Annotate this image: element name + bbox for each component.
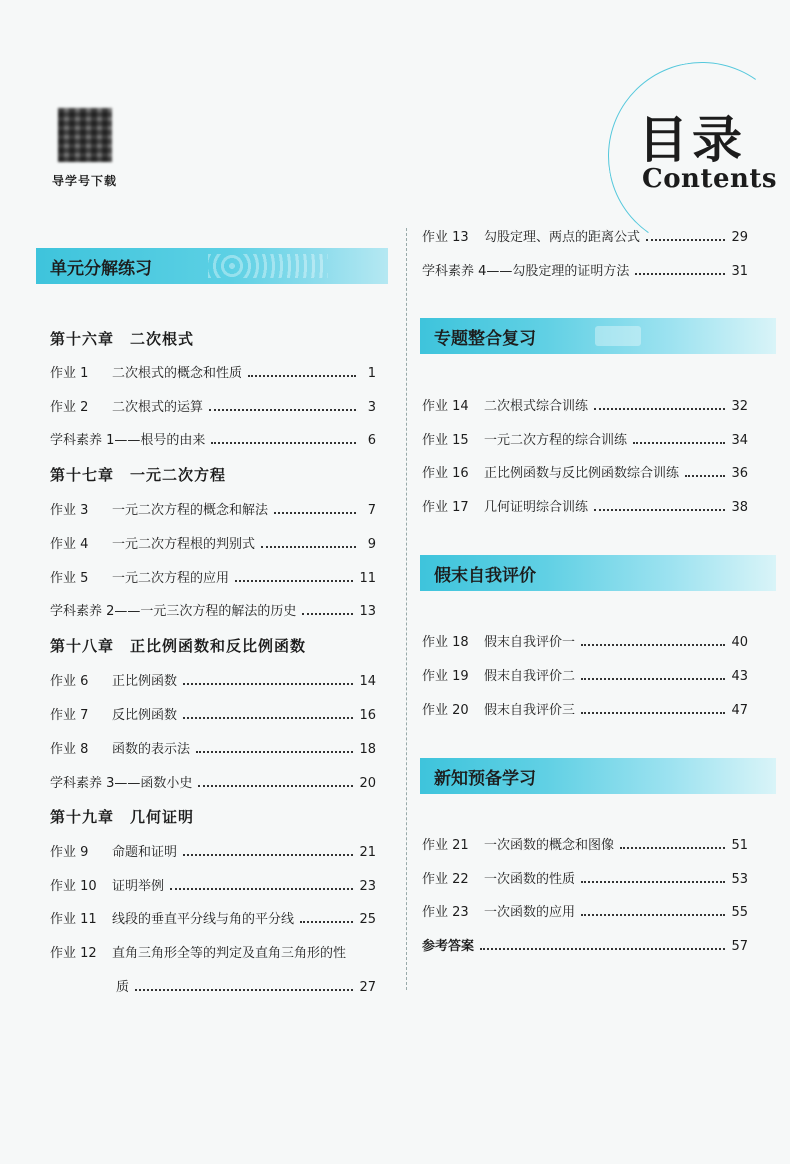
- entry-title: 正比例函数: [112, 674, 178, 689]
- entry-prefix: 作业 2: [50, 400, 89, 415]
- page-subtitle: Contents: [642, 164, 778, 194]
- entry-title: 一次函数的性质: [484, 872, 576, 887]
- entry-page: 3: [367, 400, 376, 415]
- leader-dots: [581, 643, 725, 646]
- leader-dots: [581, 677, 725, 680]
- chapter-heading: 第十七章 一元二次方程: [50, 466, 227, 484]
- entry-title: 线段的垂直平分线与角的平分线: [112, 912, 295, 927]
- entry-prefix: 作业 13: [422, 230, 469, 245]
- leader-dots: [170, 887, 353, 890]
- entry-title: 二次根式综合训练: [484, 399, 589, 414]
- leader-dots: [135, 988, 353, 991]
- toc-entry[interactable]: [50, 533, 376, 553]
- section-banner-holiday: [420, 555, 776, 591]
- toc-entry[interactable]: [50, 499, 376, 519]
- toc-entry[interactable]: [50, 670, 376, 690]
- entry-page: 13: [359, 604, 376, 619]
- entry-prefix: 作业 7: [50, 708, 89, 723]
- entry-page: 14: [359, 674, 376, 689]
- section-title: 新知预备学习: [434, 768, 536, 789]
- entry-prefix: 作业 16: [422, 466, 469, 481]
- entry-page: 1: [367, 366, 376, 381]
- leader-dots: [581, 711, 725, 714]
- entry-page: 21: [359, 845, 376, 860]
- chapter-heading: 第十六章 二次根式: [50, 330, 195, 348]
- leader-dots: [581, 880, 725, 883]
- entry-prefix: 学科素养 4: [422, 264, 487, 279]
- entry-title: ——勾股定理的证明方法: [486, 264, 630, 279]
- leader-dots: [300, 920, 353, 923]
- entry-page: 6: [367, 433, 376, 448]
- leader-dots: [183, 682, 353, 685]
- entry-page: 16: [359, 708, 376, 723]
- entry-prefix: 作业 1: [50, 366, 89, 381]
- entry-title: 一元二次方程根的判别式: [112, 537, 256, 552]
- toc-entry[interactable]: [422, 901, 748, 921]
- entry-page: 47: [731, 703, 748, 718]
- entry-page: 20: [359, 776, 376, 791]
- toc-entry[interactable]: [50, 567, 376, 587]
- leader-dots: [480, 947, 725, 950]
- entry-prefix: 作业 23: [422, 905, 469, 920]
- toc-entry[interactable]: [422, 935, 748, 955]
- entry-title: 假末自我评价二: [484, 669, 576, 684]
- toc-entry[interactable]: [422, 395, 748, 415]
- entry-prefix: 学科素养 3: [50, 776, 115, 791]
- section-banner-review: [420, 318, 776, 354]
- entry-prefix: 作业 12: [50, 946, 97, 961]
- leader-dots: [594, 407, 725, 410]
- entry-prefix: 作业 22: [422, 872, 469, 887]
- leader-dots: [274, 511, 356, 514]
- entry-title: ——根号的由来: [114, 433, 206, 448]
- entry-page: 36: [731, 466, 748, 481]
- entry-prefix: 作业 8: [50, 742, 89, 757]
- entry-title: 证明举例: [112, 879, 165, 894]
- column-divider: [406, 228, 407, 990]
- entry-title: 命题和证明: [112, 845, 178, 860]
- toc-entry[interactable]: [422, 834, 748, 854]
- entry-title: 假末自我评价三: [484, 703, 576, 718]
- entry-page: 23: [359, 879, 376, 894]
- toc-entry[interactable]: [50, 429, 376, 449]
- entry-prefix: 作业 3: [50, 503, 89, 518]
- leader-dots: [302, 612, 353, 615]
- entry-title: 几何证明综合训练: [484, 500, 589, 515]
- entry-title: 一次函数的应用: [484, 905, 576, 920]
- banner-stamp: [595, 326, 641, 346]
- toc-entry[interactable]: [422, 665, 748, 685]
- chapter-heading: 第十九章 几何证明: [50, 808, 195, 826]
- entry-page: 25: [359, 912, 376, 927]
- entry-page: 31: [731, 264, 748, 279]
- entry-title: 勾股定理、两点的距离公式: [484, 230, 641, 245]
- entry-prefix: 作业 5: [50, 571, 89, 586]
- leader-dots: [685, 474, 725, 477]
- entry-prefix: 学科素养 1: [50, 433, 115, 448]
- entry-title: ——函数小史: [114, 776, 193, 791]
- entry-prefix: 作业 6: [50, 674, 89, 689]
- entry-page: 27: [359, 980, 376, 995]
- entry-page: 11: [359, 571, 376, 586]
- entry-title: 二次根式的运算: [112, 400, 204, 415]
- leader-dots: [196, 750, 353, 753]
- toc-entry[interactable]: [50, 600, 376, 620]
- leader-dots: [581, 913, 725, 916]
- leader-dots: [633, 441, 725, 444]
- toc-entry[interactable]: [50, 942, 376, 962]
- entry-prefix: 作业 19: [422, 669, 469, 684]
- entry-prefix: 作业 10: [50, 879, 97, 894]
- toc-entry[interactable]: [422, 226, 748, 246]
- section-title: 假末自我评价: [434, 565, 536, 586]
- toc-entry[interactable]: [422, 260, 748, 280]
- entry-page: 55: [731, 905, 748, 920]
- entry-prefix: 作业 14: [422, 399, 469, 414]
- entry-title: 反比例函数: [112, 708, 178, 723]
- entry-page: 40: [731, 635, 748, 650]
- entry-page: 32: [731, 399, 748, 414]
- entry-title-continued: 质: [116, 980, 130, 995]
- leader-dots: [209, 408, 356, 411]
- leader-dots: [235, 579, 353, 582]
- entry-page: 7: [367, 503, 376, 518]
- entry-prefix: 作业 11: [50, 912, 97, 927]
- toc-entry[interactable]: [422, 496, 748, 516]
- page-title: 目录: [638, 111, 746, 169]
- entry-prefix: 作业 9: [50, 845, 89, 860]
- entry-page: 57: [731, 939, 748, 954]
- section-banner-unit: [36, 248, 388, 284]
- toc-entry[interactable]: [422, 699, 748, 719]
- entry-prefix: 作业 18: [422, 635, 469, 650]
- entry-prefix: 作业 21: [422, 838, 469, 853]
- toc-entry[interactable]: [422, 429, 748, 449]
- entry-title: ——一元三次方程的解法的历史: [114, 604, 297, 619]
- entry-page: 18: [359, 742, 376, 757]
- toc-entry[interactable]: [50, 396, 376, 416]
- toc-entry[interactable]: [50, 704, 376, 724]
- entry-prefix: 作业 4: [50, 537, 89, 552]
- toc-entry[interactable]: [50, 908, 376, 928]
- entry-title: 正比例函数与反比例函数综合训练: [484, 466, 680, 481]
- leader-dots: [646, 238, 725, 241]
- leader-dots: [198, 784, 353, 787]
- entry-title: 一元二次方程的综合训练: [484, 433, 628, 448]
- leader-dots: [211, 441, 356, 444]
- toc-entry[interactable]: [50, 362, 376, 382]
- qr-label: 导学号下载: [52, 174, 118, 188]
- toc-entry[interactable]: [50, 738, 376, 758]
- entry-prefix: 作业 20: [422, 703, 469, 718]
- entry-page: 9: [367, 537, 376, 552]
- section-title: 专题整合复习: [434, 328, 536, 349]
- banner-pattern: [208, 254, 328, 278]
- entry-title: 直角三角形全等的判定及直角三角形的性: [112, 946, 347, 961]
- toc-entry[interactable]: [422, 631, 748, 651]
- entry-page: 51: [731, 838, 748, 853]
- toc-entry[interactable]: [50, 772, 376, 792]
- leader-dots: [183, 853, 353, 856]
- entry-title: 函数的表示法: [112, 742, 191, 757]
- leader-dots: [248, 374, 356, 377]
- entry-page: 34: [731, 433, 748, 448]
- leader-dots: [183, 716, 353, 719]
- entry-page: 38: [731, 500, 748, 515]
- entry-prefix: 作业 15: [422, 433, 469, 448]
- section-banner-preview: [420, 758, 776, 794]
- entry-title: 一元二次方程的应用: [112, 571, 230, 586]
- toc-entry[interactable]: [50, 875, 376, 895]
- entry-title: 一元二次方程的概念和解法: [112, 503, 269, 518]
- toc-entry[interactable]: [422, 868, 748, 888]
- toc-entry-continued[interactable]: [112, 976, 376, 996]
- toc-entry[interactable]: [422, 462, 748, 482]
- entry-title: 假末自我评价一: [484, 635, 576, 650]
- leader-dots: [261, 545, 356, 548]
- entry-prefix: 学科素养 2: [50, 604, 115, 619]
- entry-prefix: 参考答案: [422, 939, 475, 954]
- entry-page: 29: [731, 230, 748, 245]
- section-title: 单元分解练习: [50, 258, 152, 279]
- toc-entry[interactable]: [50, 841, 376, 861]
- entry-title: 一次函数的概念和图像: [484, 838, 615, 853]
- entry-title: 二次根式的概念和性质: [112, 366, 243, 381]
- entry-page: 53: [731, 872, 748, 887]
- entry-prefix: 作业 17: [422, 500, 469, 515]
- leader-dots: [620, 846, 725, 849]
- leader-dots: [635, 272, 725, 275]
- chapter-heading: 第十八章 正比例函数和反比例函数: [50, 637, 307, 655]
- entry-page: 43: [731, 669, 748, 684]
- qr-code[interactable]: [58, 108, 112, 162]
- leader-dots: [594, 508, 725, 511]
